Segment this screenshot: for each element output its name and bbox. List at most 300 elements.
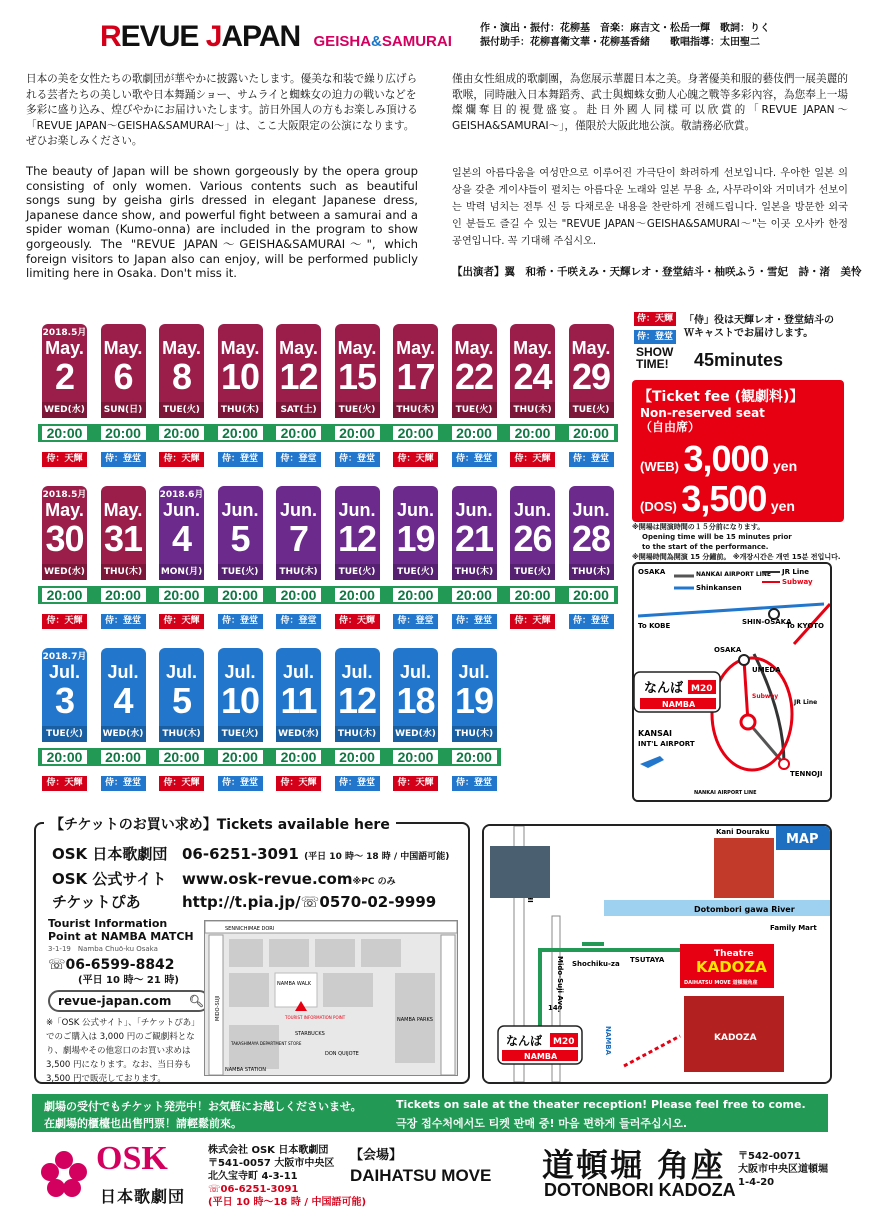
banner-english: Tickets on sale at the theater reception! Please feel free to come.	[396, 1098, 806, 1111]
show-time: 20:00	[452, 588, 497, 602]
venue-postal: 〒542-0071	[738, 1151, 801, 1162]
cast-list: 【出演者】翼 和希・千咲えみ・天輝レオ・登堂結斗・柚咲ふう・雪妃 詩・渚 美怜	[452, 266, 862, 278]
date-day: 19	[396, 518, 435, 559]
intro-japanese: 日本の美を女性たちの歌劇団が華やかに披露いたします。優美な和装で繰り広げられる芸者たちの美しい歌や日本舞踊ショー、サムライと蜘蛛女の迫力の戦いなどを多彩に盛り込み、煌びやかにお届けいたします。訪日外国人の方もお楽しみ頂ける「REVUE JAPAN〜GEISHA&SAMURAI〜」は、ここ大阪限定の公演になります。ぜひお楽しみください。	[26, 73, 418, 148]
samurai-cast-tag: 侍：登堂	[452, 776, 497, 791]
venue-name-jp: 道頓堀 角座	[542, 1146, 726, 1184]
east-road	[441, 935, 455, 1075]
osaka-station-dot	[739, 655, 749, 665]
web-price-row	[640, 438, 797, 480]
legend-text-2: Ｗキャストでお届けします。	[684, 328, 814, 339]
legend-tag-todo: 侍：登堂	[634, 330, 676, 344]
daihatsu-label: DAIHATSU MOVE 道頓堀角座	[684, 980, 758, 986]
door-price: 3,500	[681, 478, 767, 519]
ticket-fee-box	[632, 380, 844, 522]
map-nankai-legend: NANKAI AIRPORT LINE	[696, 571, 772, 578]
date-card	[101, 324, 146, 418]
namba-parks-label: NAMBA PARKS	[397, 1017, 433, 1023]
date-day: 21	[454, 518, 494, 559]
venue-label: 【会場】	[350, 1148, 403, 1163]
date-year: 2018.5月	[42, 328, 87, 338]
date-weekday: THU(木)	[101, 564, 146, 580]
subway-map-label: Subway	[752, 693, 779, 700]
osaka-label: OSAKA	[714, 646, 742, 654]
date-card	[335, 486, 380, 580]
date-month: Jul.	[165, 662, 197, 682]
block-4	[361, 939, 401, 967]
date-card	[276, 324, 321, 418]
date-year	[510, 490, 555, 500]
samurai-cast-tag: 侍：登堂	[218, 452, 263, 467]
river-label: Dotombori gawa River	[694, 905, 795, 914]
date-month: May.	[571, 338, 611, 358]
samurai-cast-tag: 侍：登堂	[569, 614, 614, 629]
company-tel[interactable]: ☏06-6251-3091	[208, 1184, 299, 1195]
map-title: MAP	[786, 832, 819, 847]
block-6	[275, 973, 317, 1007]
date-month: Jun.	[455, 500, 493, 520]
date-day: 3	[54, 680, 75, 721]
show-time: 20:00	[101, 588, 146, 602]
date-month: May.	[45, 338, 84, 358]
kadoza-word: KADOZA	[696, 958, 767, 976]
tsutaya-label: TSUTAYA	[630, 956, 665, 964]
namba-walk-label: NAMBA WALK	[277, 981, 312, 987]
date-weekday: THU(木)	[393, 402, 438, 418]
date-weekday: TUE(火)	[218, 564, 263, 580]
family-mart-label: Family Mart	[770, 924, 817, 932]
search-icon: 🔍︎	[188, 994, 204, 1008]
company-address-1: 〒541-0057 大阪市中央区	[208, 1158, 335, 1169]
show-time: 20:00	[276, 426, 321, 440]
date-weekday: TUE(火)	[218, 726, 263, 742]
show-time: 20:00	[393, 750, 438, 764]
show-time: 20:00	[159, 750, 204, 764]
date-day: 24	[513, 356, 552, 397]
map-osaka-label: OSAKA	[638, 568, 666, 576]
samurai-cast-tag: 侍：天輝	[159, 452, 204, 467]
takashimaya-label: TAKASHIMAYA DEPARTMENT STORE	[231, 1041, 302, 1046]
date-day: 6	[113, 356, 133, 397]
site-name: OSK 公式サイト	[52, 870, 167, 888]
show-time: 20:00	[159, 588, 204, 602]
date-month: May.	[103, 500, 143, 520]
date-month: Jun.	[513, 500, 551, 520]
airport-label: INT'L AIRPORT	[638, 740, 695, 748]
intro-english: The beauty of Japan will be shown gorgeously by the opera group consisting of only women. Various contents such as beautiful songs sung by geisha girls dressed in elegant Japanese dress, Japanese dance show, and powerful fight between a samurai and a spider woman (Kumo-onna) are included in the program to show gorgeously. The "REVUE JAPAN〜GEISHA&SAMURAI〜", which foreign visitors to Japan also can enjoy, will be performed publicly limiting here in Osaka. Don't miss it.	[26, 164, 418, 281]
show-time: 20:00	[218, 750, 263, 764]
show-time: 20:00	[510, 426, 555, 440]
namba-jp: なんば	[644, 681, 684, 696]
show-time: 20:00	[218, 588, 263, 602]
map-shinkansen-legend: Shinkansen	[696, 584, 742, 592]
namba-station-label: NAMBA STATION	[225, 1067, 266, 1073]
date-weekday: WED(水)	[393, 726, 438, 742]
date-day: 28	[571, 518, 611, 559]
date-year: 2018.7月	[42, 652, 87, 662]
note-3: to the start of the performance.	[642, 543, 769, 551]
date-day: 8	[171, 356, 192, 397]
osk-logo-subtext: 日本歌劇団	[100, 1187, 186, 1206]
web-price: 3,000	[683, 438, 769, 479]
date-month: May.	[396, 338, 435, 358]
samurai-cast-tag: 侍：登堂	[452, 452, 497, 467]
shin-osaka-label: SHIN-OSAKA	[742, 618, 792, 626]
date-day: 10	[220, 356, 260, 397]
pia-name: チケットぴあ	[52, 893, 141, 911]
sennichimae-label: SENNICHIMAE DORI	[225, 926, 275, 932]
starbucks-label: STARBUCKS	[295, 1031, 325, 1037]
show-time: 20:00	[510, 588, 555, 602]
date-weekday: THU(木)	[510, 402, 555, 418]
date-weekday: TUE(火)	[452, 402, 497, 418]
date-month: Jun.	[162, 500, 200, 520]
building-sign: KADOZA	[714, 1033, 757, 1043]
door-price-row	[640, 478, 795, 520]
date-card	[452, 324, 497, 418]
subtitle-geisha: GEISHA	[313, 33, 372, 50]
company-hours: (平日 10 時～18 時 / 中国語可能)	[208, 1197, 367, 1208]
samurai-cast-tag: 侍：登堂	[101, 776, 146, 791]
m20-text-big: M20	[553, 1037, 575, 1047]
samurai-cast-tag: 侍：天輝	[159, 776, 204, 791]
date-card	[452, 648, 497, 742]
page-subtitle	[314, 33, 452, 50]
date-year: 2018.5月	[42, 490, 87, 500]
date-month: Jun.	[396, 500, 434, 520]
samurai-cast-tag: 侍：天輝	[393, 776, 438, 791]
date-year	[101, 490, 146, 500]
to-kyoto: To KYOTO	[786, 622, 825, 630]
date-card	[452, 486, 497, 580]
samurai-cast-tag: 侍：登堂	[335, 452, 380, 467]
date-card	[159, 324, 204, 418]
date-month: Jul.	[282, 662, 314, 682]
date-day: 29	[571, 356, 611, 397]
namba-vertical: NAMBA	[604, 1026, 612, 1055]
venue-address-2: 1-4-20	[738, 1177, 775, 1188]
date-weekday: TUE(火)	[42, 726, 87, 742]
block-5	[229, 973, 269, 1007]
map-subway-legend: Subway	[782, 578, 813, 586]
block-2	[269, 939, 309, 967]
tourist-line-1: Tourist Information	[48, 917, 168, 930]
date-card	[510, 324, 555, 418]
venue-name-en: DAIHATSU MOVE	[350, 1166, 492, 1185]
m20-text: M20	[691, 684, 713, 694]
date-card	[510, 486, 555, 580]
date-card	[393, 324, 438, 418]
legend-text-1: 「侍」役は天輝レオ・登堂結斗の	[684, 315, 834, 326]
samurai-cast-tag: 侍：登堂	[393, 614, 438, 629]
samurai-cast-tag: 侍：登堂	[218, 776, 263, 791]
title-evue: EVUE	[120, 20, 206, 53]
date-weekday: THU(木)	[569, 564, 614, 580]
date-year	[452, 328, 497, 338]
namba-station-dot	[741, 715, 755, 729]
osk-tel[interactable]: 06-6251-3091	[182, 845, 299, 863]
samurai-cast-tag: 侍：天輝	[42, 614, 87, 629]
date-weekday: TUE(火)	[335, 564, 380, 580]
credits-line-2: 振付助手：花柳喜衛文華・花柳基香緒 歌唱指導：太田聖二	[480, 37, 760, 48]
date-card	[218, 324, 263, 418]
date-day: 15	[337, 356, 377, 397]
company-address-2: 北久宝寺町 4-3-11	[208, 1171, 298, 1182]
map-jr-legend: JR Line	[782, 568, 810, 576]
banner-chinese: 在劇場的櫃檯也出售門票！請輕鬆前來。	[44, 1117, 242, 1130]
date-card	[101, 486, 146, 580]
date-day: 17	[396, 356, 435, 397]
samurai-cast-tag: 侍：天輝	[510, 614, 555, 629]
show-time-label	[636, 346, 673, 370]
samurai-cast-tag: 侍：登堂	[101, 452, 146, 467]
date-month: May.	[279, 338, 318, 358]
takashimaya-block	[229, 1025, 279, 1069]
date-month: May.	[454, 338, 494, 358]
date-month: Jul.	[48, 662, 80, 682]
date-weekday: WED(水)	[276, 726, 321, 742]
show-time: 20:00	[42, 426, 87, 440]
date-month: May.	[513, 338, 552, 358]
show-time: 20:00	[335, 426, 380, 440]
company-name: 株式会社 OSK 日本歌劇団	[208, 1145, 329, 1156]
tickets-header: 【チケットのお買い求め】Tickets available here	[44, 814, 396, 834]
samurai-cast-tag: 侍：登堂	[218, 614, 263, 629]
date-weekday: TUE(火)	[335, 402, 380, 418]
osk-phone-row	[52, 843, 449, 864]
show-time: 20:00	[101, 426, 146, 440]
banner-japanese: 劇場の受付でもチケット発売中！お気軽にお越しくださいませ。	[44, 1100, 362, 1113]
osk-name: OSK 日本歌劇団	[52, 845, 168, 863]
show-label-2: TIME!	[636, 357, 669, 371]
block-3	[315, 939, 355, 967]
date-month: Jul.	[341, 662, 373, 682]
date-month: Jun.	[338, 500, 376, 520]
tourist-address: 3-1-19 Namba Chuō-ku Osaka	[48, 945, 158, 953]
ticket-notes	[632, 522, 841, 562]
date-year	[276, 328, 321, 338]
exit-number: 14	[548, 1004, 558, 1012]
date-year	[101, 328, 146, 338]
date-weekday: WED(水)	[42, 564, 87, 580]
samurai-cast-tag: 侍：登堂	[101, 614, 146, 629]
date-month: May.	[162, 338, 201, 358]
theatre-word: Theatre	[714, 949, 754, 959]
samurai-cast-tag: 侍：登堂	[335, 776, 380, 791]
namba-jp-big: なんば	[506, 1034, 543, 1048]
date-day: 2	[54, 356, 75, 397]
ticket-price-note: ※「OSK 公式サイト」、「チケットぴあ」でのご購入は 3,000 円のご観劇料となり、劇場やその他窓口のお買い求めは 3,500 円になります。なお、当日券も 3,500 円で販売しております。	[46, 1018, 200, 1084]
date-weekday: WED(水)	[42, 402, 87, 418]
legend-tag-tenki: 侍：天輝	[634, 312, 676, 326]
date-month: Jul.	[399, 662, 431, 682]
nankai-bottom-label: NANKAI AIRPORT LINE	[694, 790, 757, 796]
to-kobe: To KOBE	[638, 622, 671, 630]
note-1: ※開場は開演時間の１５分前になります。	[632, 523, 765, 531]
show-time: 20:00	[452, 750, 497, 764]
block-7	[323, 973, 373, 1007]
date-weekday: SAT(土)	[276, 402, 321, 418]
kansai-label: KANSAI	[638, 729, 673, 738]
samurai-cast-tag: 侍：天輝	[159, 614, 204, 629]
revue-japan-link[interactable]	[48, 990, 210, 1012]
tourist-hours: (平日 10 時～ 21 時)	[78, 975, 179, 986]
date-day: 7	[288, 518, 309, 559]
don-quijote-label: DON QUIJOTE	[325, 1051, 359, 1057]
namba-street-map	[204, 920, 458, 1076]
tennoji-label: TENNOJI	[790, 770, 823, 778]
date-year	[276, 490, 321, 500]
billboard-photo	[490, 846, 550, 898]
date-month: May.	[220, 338, 260, 358]
subtitle-amp: &	[371, 33, 382, 50]
date-weekday: THU(木)	[335, 726, 380, 742]
venue-address	[738, 1150, 828, 1189]
date-day: 18	[396, 680, 435, 721]
date-month: Jun.	[279, 500, 317, 520]
date-year	[569, 328, 614, 338]
show-time: 20:00	[42, 750, 87, 764]
midosuji-label: MIDO-SUJI	[215, 995, 221, 1021]
date-year	[569, 490, 614, 500]
osk-site-row	[52, 868, 396, 889]
page-title	[100, 20, 452, 54]
date-year	[393, 328, 438, 338]
date-day: 5	[171, 680, 192, 721]
date-month: Jun.	[221, 500, 259, 520]
namba-street-map-graphic	[205, 921, 457, 1075]
date-card	[42, 486, 87, 580]
show-time: 20:00	[569, 426, 614, 440]
osk-hours: (平日 10 時～ 18 時 / 中国語可能)	[304, 852, 450, 862]
date-weekday: THU(木)	[452, 564, 497, 580]
date-day: 12	[337, 518, 377, 559]
date-weekday: SUN(日)	[101, 402, 146, 418]
samurai-cast-tag: 侍：天輝	[42, 776, 87, 791]
date-month: Jul.	[458, 662, 490, 682]
date-month: May.	[45, 500, 84, 520]
web-price-yen: yen	[773, 458, 798, 474]
samurai-cast-tag: 侍：登堂	[452, 614, 497, 629]
namba-en: NAMBA	[662, 700, 696, 709]
date-weekday: MON(月)	[159, 564, 204, 580]
date-year	[452, 652, 497, 662]
samurai-cast-tag: 侍：登堂	[569, 452, 614, 467]
date-year	[335, 328, 380, 338]
date-month: Jul.	[224, 662, 256, 682]
intro-korean: 일본의 아름다움을 여성만으로 이루어진 가극단이 화려하게 선보입니다. 우아한 일본 의상을 갖춘 게이샤들이 펼치는 아름다운 노래와 일본 무용 쇼, 사무라이와 거미녀가 선보이는 박력 넘치는 전투 신 등 다채로운 내용을 찬란하게 전해드립니다. 일본을 방문한 외국인 분들도 즐길 수 있는 "REVUE JAPAN〜GEISHA&SAMURAI〜"는 이곳 오사카 한정 공연입니다. 꼭 기대해 주십시오.	[452, 168, 848, 247]
show-time: 20:00	[276, 750, 321, 764]
show-time: 20:00	[335, 588, 380, 602]
show-time: 20:00	[452, 426, 497, 440]
samurai-cast-tag: 侍：天輝	[276, 776, 321, 791]
date-card	[569, 486, 614, 580]
namba-en-big: NAMBA	[524, 1052, 558, 1061]
date-year	[393, 652, 438, 662]
show-time: 20:00	[569, 588, 614, 602]
site-url-link[interactable]: www.osk-revue.com	[182, 870, 353, 888]
title-apan: APAN	[221, 20, 301, 53]
date-card	[335, 648, 380, 742]
pia-row	[52, 891, 436, 912]
tourist-line-2: Point at NAMBA MATCH	[48, 930, 194, 943]
tennoji-station-dot	[779, 759, 789, 769]
seat-type	[640, 406, 765, 434]
site-note: ※PC のみ	[352, 877, 396, 887]
door-price-yen: yen	[770, 498, 795, 514]
date-weekday: THU(木)	[159, 726, 204, 742]
samurai-cast-tag: 侍：登堂	[276, 452, 321, 467]
date-year	[452, 490, 497, 500]
date-day: 26	[513, 518, 552, 559]
route-map-graphic	[634, 564, 830, 800]
date-card	[42, 324, 87, 418]
date-month: May.	[103, 338, 143, 358]
date-weekday: THU(木)	[276, 564, 321, 580]
samurai-cast-tag: 侍：天輝	[42, 452, 87, 467]
show-time: 20:00	[42, 588, 87, 602]
date-day: 11	[280, 680, 317, 721]
date-card	[42, 648, 87, 742]
ticket-fee-header: 【Ticket fee (観劇料)】	[638, 389, 804, 405]
date-day: 4	[113, 680, 133, 721]
kani-douraku-photo	[714, 838, 774, 898]
show-time: 20:00	[393, 426, 438, 440]
date-weekday: THU(木)	[218, 402, 263, 418]
legend-text	[684, 314, 834, 340]
theatre-map-graphic	[484, 826, 830, 1082]
date-day: 31	[103, 518, 143, 559]
intro-chinese: 僅由女性組成的歌劇團，為您展示華麗日本之美。身著優美和服的藝伎們一展美麗的歌喉，同時融入日本舞蹈秀、武士與蜘蛛女動人心魄之戰等多彩內容，為您奉上一場燦爛奪目的視覺盛宴。赴日外國人同樣可以欣賞的「REVUE JAPAN〜GEISHA&SAMURAI〜」，僅限於大阪此地公演。敬請務必欣賞。	[452, 73, 848, 132]
date-card	[393, 486, 438, 580]
date-day: 12	[279, 356, 318, 397]
date-year	[218, 328, 263, 338]
show-label-1: SHOW	[636, 345, 674, 359]
date-day: 5	[230, 518, 250, 559]
show-time: 20:00	[335, 750, 380, 764]
date-weekday: TUE(火)	[510, 564, 555, 580]
samurai-cast-tag: 侍：天輝	[510, 452, 555, 467]
show-time: 20:00	[276, 588, 321, 602]
date-card	[218, 648, 263, 742]
date-card	[159, 648, 204, 742]
date-card	[101, 648, 146, 742]
date-day: 10	[220, 680, 260, 721]
midosuji-ave-label: Mido-Suji Ave.	[556, 956, 564, 1013]
revue-site-text: revue-japan.com	[58, 994, 172, 1008]
date-weekday: TUE(火)	[159, 402, 204, 418]
shochiku-label: Shochiku-za	[572, 960, 620, 968]
theatre-map	[482, 824, 832, 1084]
show-time: 20:00	[218, 426, 263, 440]
date-card	[159, 486, 204, 580]
date-day: 22	[454, 356, 494, 397]
route-map	[632, 562, 832, 802]
jr-map-label: JR Line	[794, 699, 818, 706]
reception-banner	[32, 1094, 828, 1132]
kani-label: Kani Douraku	[716, 828, 770, 836]
show-duration: 45minutes	[694, 350, 784, 370]
date-day: 4	[171, 518, 192, 559]
date-year	[276, 652, 321, 662]
date-year	[393, 490, 438, 500]
date-year	[218, 652, 263, 662]
pia-url-link[interactable]: http://t.pia.jp/☏0570-02-9999	[182, 893, 437, 911]
date-card	[276, 486, 321, 580]
samurai-cast-tag: 侍：天輝	[335, 614, 380, 629]
tourist-tel[interactable]: ☏06-6599-8842	[48, 957, 175, 973]
banner-korean: 극장 접수처에서도 티켓 판매 중! 마음 편하게 들러주십시오.	[396, 1117, 688, 1130]
